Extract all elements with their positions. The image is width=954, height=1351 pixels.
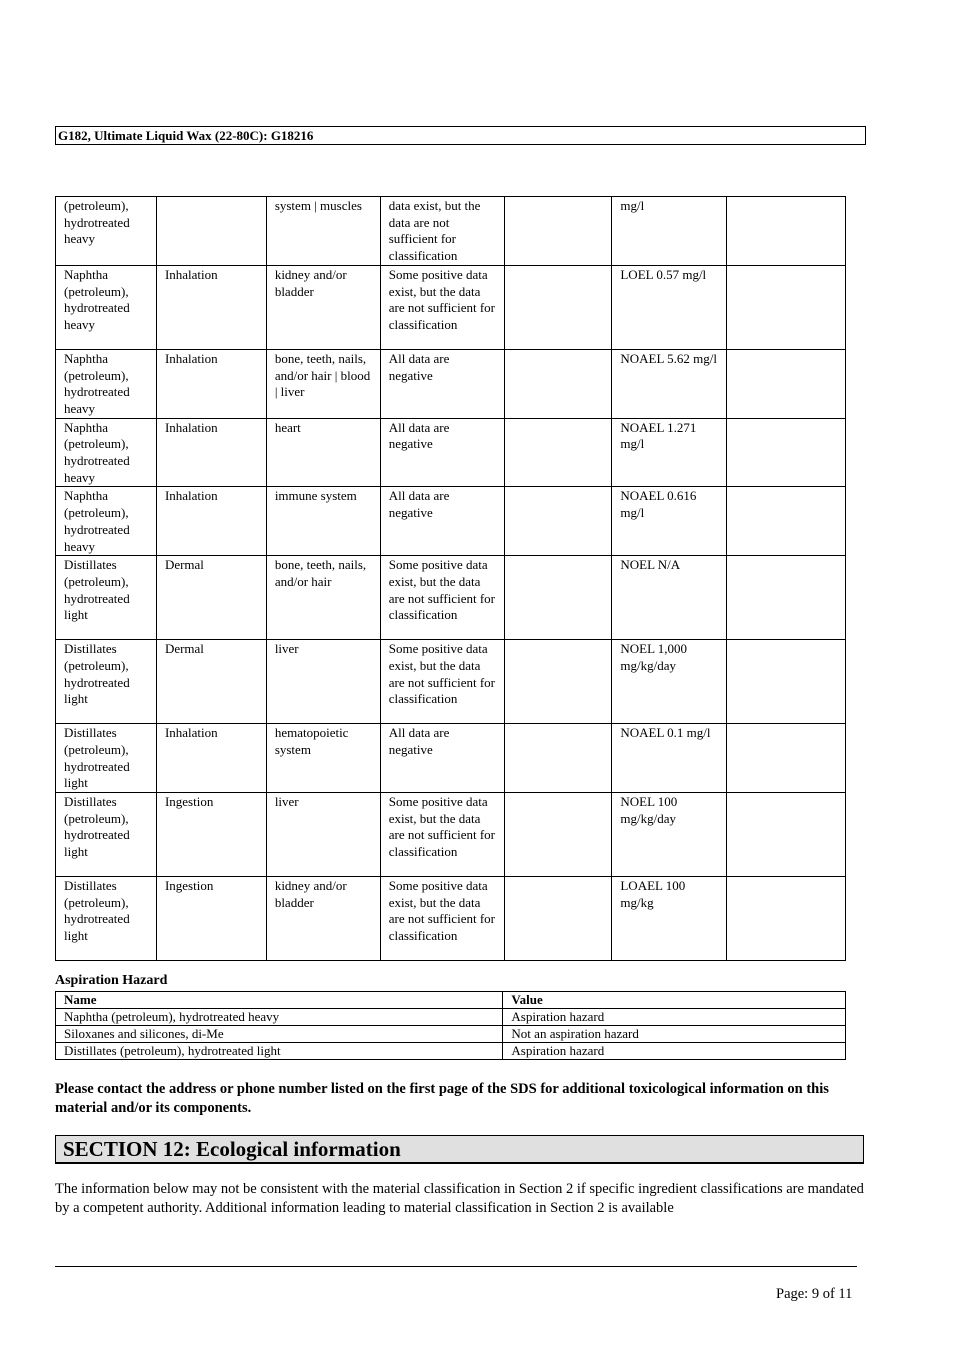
table-cell: All data are negative (380, 349, 504, 418)
table-cell: hematopoietic system (266, 724, 380, 793)
page-number: Page: 9 of 11 (776, 1286, 853, 1302)
table-cell: Some positive data exist, but the data are not sufficient for classification (380, 640, 504, 724)
table-cell: NOAEL 5.62 mg/l (612, 349, 727, 418)
table-row (56, 724, 846, 793)
table-cell: Naphtha (petroleum), hydrotreated heavy (56, 418, 157, 487)
table-cell: bone, teeth, nails, and/or hair (266, 556, 380, 640)
table-cell (727, 724, 846, 793)
table-cell: immune system (266, 487, 380, 556)
table-row (56, 556, 846, 640)
table-row (56, 349, 846, 418)
table-cell: Distillates (petroleum), hydrotreated light (56, 793, 157, 877)
target-organ-toxicity-table (55, 196, 846, 961)
table-cell: All data are negative (380, 487, 504, 556)
table-cell: Distillates (petroleum), hydrotreated light (56, 877, 157, 961)
table-row (56, 487, 846, 556)
table-cell (727, 349, 846, 418)
document-header: G182, Ultimate Liquid Wax (22-80C): G18216 (55, 126, 866, 145)
table-cell (504, 724, 612, 793)
table-cell (504, 877, 612, 961)
column-header-name: Name (56, 992, 503, 1009)
table-cell (727, 556, 846, 640)
table-cell: Not an aspiration hazard (503, 1026, 846, 1043)
table-cell: Inhalation (156, 487, 266, 556)
table-cell: heart (266, 418, 380, 487)
table-cell: (petroleum), hydrotreated heavy (56, 197, 157, 266)
table-cell: Distillates (petroleum), hydrotreated light (56, 640, 157, 724)
table-cell: Siloxanes and silicones, di-Me (56, 1026, 503, 1043)
table-cell: NOEL 1,000 mg/kg/day (612, 640, 727, 724)
table-cell (504, 487, 612, 556)
table-cell (727, 418, 846, 487)
table-cell: NOEL N/A (612, 556, 727, 640)
table-row (56, 1009, 846, 1026)
table-cell: Naphtha (petroleum), hydrotreated heavy (56, 349, 157, 418)
table-cell: Aspiration hazard (503, 1043, 846, 1060)
table-cell: NOEL 100 mg/kg/day (612, 793, 727, 877)
table-row (56, 265, 846, 349)
section-12-paragraph: The information below may not be consistent with the material classification in Section 2 if specific ingredient classifications are mandated by a competent authority. Additional information leading to material classification in Section 2 is available (55, 1181, 864, 1216)
section-12-heading: SECTION 12: Ecological information (55, 1135, 864, 1164)
footer-divider (55, 1266, 857, 1267)
table-cell: Naphtha (petroleum), hydrotreated heavy (56, 487, 157, 556)
table-cell: Distillates (petroleum), hydrotreated light (56, 556, 157, 640)
table-cell: data exist, but the data are not sufficient for classification (380, 197, 504, 266)
table-cell: NOAEL 1.271 mg/l (612, 418, 727, 487)
table-cell (727, 487, 846, 556)
table-cell (727, 265, 846, 349)
table-cell: NOAEL 0.616 mg/l (612, 487, 727, 556)
table-cell: All data are negative (380, 724, 504, 793)
table-row (56, 793, 846, 877)
table-cell (727, 640, 846, 724)
contact-note: Please contact the address or phone number listed on the first page of the SDS for additional toxicological information on this material and/or its components. (55, 1081, 829, 1116)
table-cell: Ingestion (156, 877, 266, 961)
table-cell: All data are negative (380, 418, 504, 487)
table-cell: Some positive data exist, but the data are not sufficient for classification (380, 793, 504, 877)
table-cell: Inhalation (156, 724, 266, 793)
table-row (56, 418, 846, 487)
table-row (56, 1043, 846, 1060)
table-row (56, 1026, 846, 1043)
table-cell: Some positive data exist, but the data are not sufficient for classification (380, 877, 504, 961)
table-row (56, 640, 846, 724)
table-cell (727, 877, 846, 961)
table-cell (504, 349, 612, 418)
table-cell (504, 556, 612, 640)
table-cell: Dermal (156, 556, 266, 640)
table-cell (504, 265, 612, 349)
aspiration-hazard-title: Aspiration Hazard (55, 973, 168, 988)
table-cell (504, 418, 612, 487)
table-row (56, 877, 846, 961)
table-cell: mg/l (612, 197, 727, 266)
table-cell: Some positive data exist, but the data are not sufficient for classification (380, 556, 504, 640)
table-cell (156, 197, 266, 266)
table-cell (727, 197, 846, 266)
table-cell: Inhalation (156, 349, 266, 418)
table-cell (504, 640, 612, 724)
table-cell: bone, teeth, nails, and/or hair | blood | liver (266, 349, 380, 418)
table-cell: Naphtha (petroleum), hydrotreated heavy (56, 265, 157, 349)
table-cell: Ingestion (156, 793, 266, 877)
table-row (56, 197, 846, 266)
table-cell: liver (266, 793, 380, 877)
table-cell: Inhalation (156, 265, 266, 349)
table-cell: Some positive data exist, but the data are not sufficient for classification (380, 265, 504, 349)
table-cell: Naphtha (petroleum), hydrotreated heavy (56, 1009, 503, 1026)
table-cell: LOAEL 100 mg/kg (612, 877, 727, 961)
table-header-row (56, 992, 846, 1009)
column-header-value: Value (503, 992, 846, 1009)
table-cell (727, 793, 846, 877)
table-cell: Aspiration hazard (503, 1009, 846, 1026)
table-cell: LOEL 0.57 mg/l (612, 265, 727, 349)
table-cell (504, 793, 612, 877)
table-cell: NOAEL 0.1 mg/l (612, 724, 727, 793)
table-cell (504, 197, 612, 266)
table-cell: Distillates (petroleum), hydrotreated light (56, 1043, 503, 1060)
table-cell: liver (266, 640, 380, 724)
table-cell: system | muscles (266, 197, 380, 266)
table-cell: Dermal (156, 640, 266, 724)
table-cell: kidney and/or bladder (266, 877, 380, 961)
table-cell: Inhalation (156, 418, 266, 487)
table-cell: Distillates (petroleum), hydrotreated light (56, 724, 157, 793)
aspiration-hazard-table (55, 991, 846, 1060)
table-cell: kidney and/or bladder (266, 265, 380, 349)
